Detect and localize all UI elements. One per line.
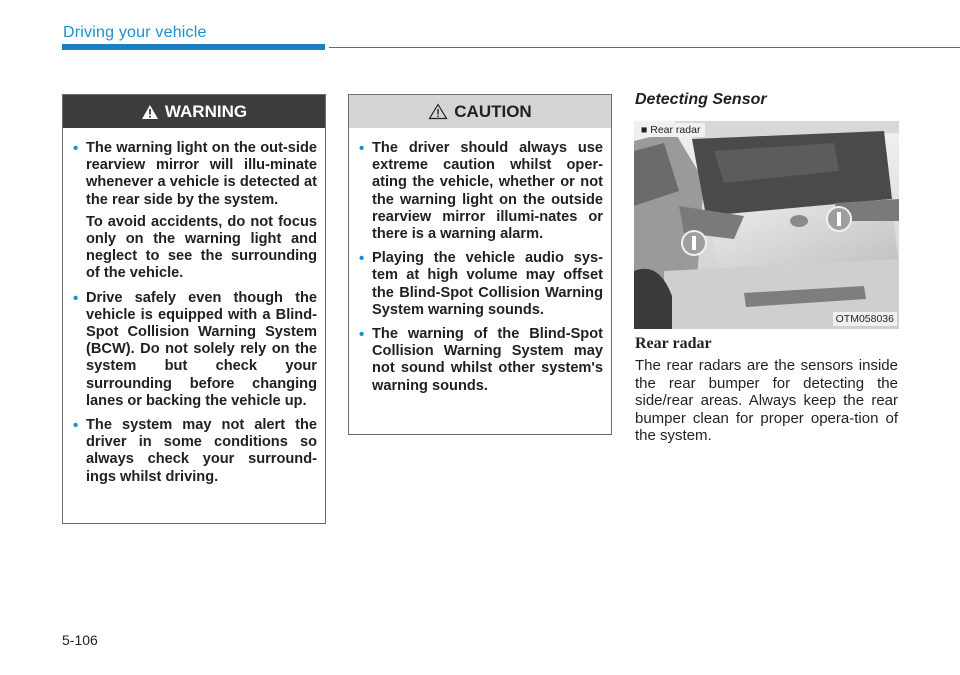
caution-body <box>349 128 611 395</box>
header-accent-bar <box>62 44 325 50</box>
warning-triangle-icon <box>141 104 159 120</box>
caution-heading <box>349 95 611 128</box>
caution-bullet <box>359 326 603 395</box>
bullet-dot-icon: • <box>73 417 79 435</box>
bullet-dot-icon: • <box>73 289 79 307</box>
suv-rear-illustration <box>634 121 899 329</box>
bullet-dot-icon: • <box>359 250 365 268</box>
caution-box <box>348 94 612 435</box>
detecting-sensor-title: Detecting Sensor <box>635 91 767 108</box>
bullet-dot-icon: • <box>359 140 365 157</box>
warning-bullet-text: The system may not alert the driver in some conditions so always check your surround-ings whilst driving. <box>86 417 317 485</box>
warning-bullet-text: Drive safely even though the vehicle is equipped with a Blind-Spot Collision Warning System (BCW). Do not solely rely on the system but check your surrounding before changing lanes or backing the vehicle up. <box>86 289 317 409</box>
caution-triangle-icon <box>428 103 448 120</box>
figure-code: OTM058036 <box>833 312 897 326</box>
rear-radar-figure <box>634 121 899 329</box>
caution-heading-label: CAUTION <box>454 101 532 121</box>
caution-bullet <box>359 140 603 243</box>
warning-bullet <box>73 140 317 283</box>
section-header-title: Driving your vehicle <box>63 24 207 41</box>
warning-box <box>62 94 326 524</box>
warning-heading <box>63 95 325 128</box>
warning-bullet <box>73 417 317 486</box>
page-number: 5-106 <box>62 632 98 648</box>
warning-heading-label: WARNING <box>164 101 248 121</box>
bullet-dot-icon: • <box>359 326 365 344</box>
caution-bullet <box>359 250 603 319</box>
header-rule <box>329 47 960 48</box>
figure-label: ■ Rear radar <box>636 123 705 137</box>
bullet-dot-icon: • <box>73 140 79 157</box>
warning-body <box>63 128 325 486</box>
rear-radar-paragraph: The rear radars are the sensors inside the rear bumper for detecting the side/rear areas. Always keep the rear bumper clean for proper opera-tion of the system. <box>635 357 898 444</box>
rear-radar-subtitle: Rear radar <box>635 335 712 352</box>
caution-bullet-text: Playing the vehicle audio sys-tem at high volume may offset the Blind-Spot Collision Warning System warning sounds. <box>372 250 603 318</box>
caution-bullet-text: The driver should always use extreme caution whilst oper-ating the vehicle, whether or not the warning light on the outside rearview mirror illumi-nates or there is a warning alarm. <box>372 140 603 243</box>
warning-bullet <box>73 290 317 410</box>
caution-bullet-text: The warning of the Blind-Spot Collision Warning System may not sound whilst other system's warning sounds. <box>372 326 603 394</box>
warning-bullet-text: To avoid accidents, do not focus only on the warning light and neglect to see the surrounding of the vehicle. <box>86 213 317 282</box>
warning-bullet-text: The warning light on the out-side rearview mirror will illu-minate whenever a vehicle is detected at the rear side by the system. <box>86 140 317 208</box>
